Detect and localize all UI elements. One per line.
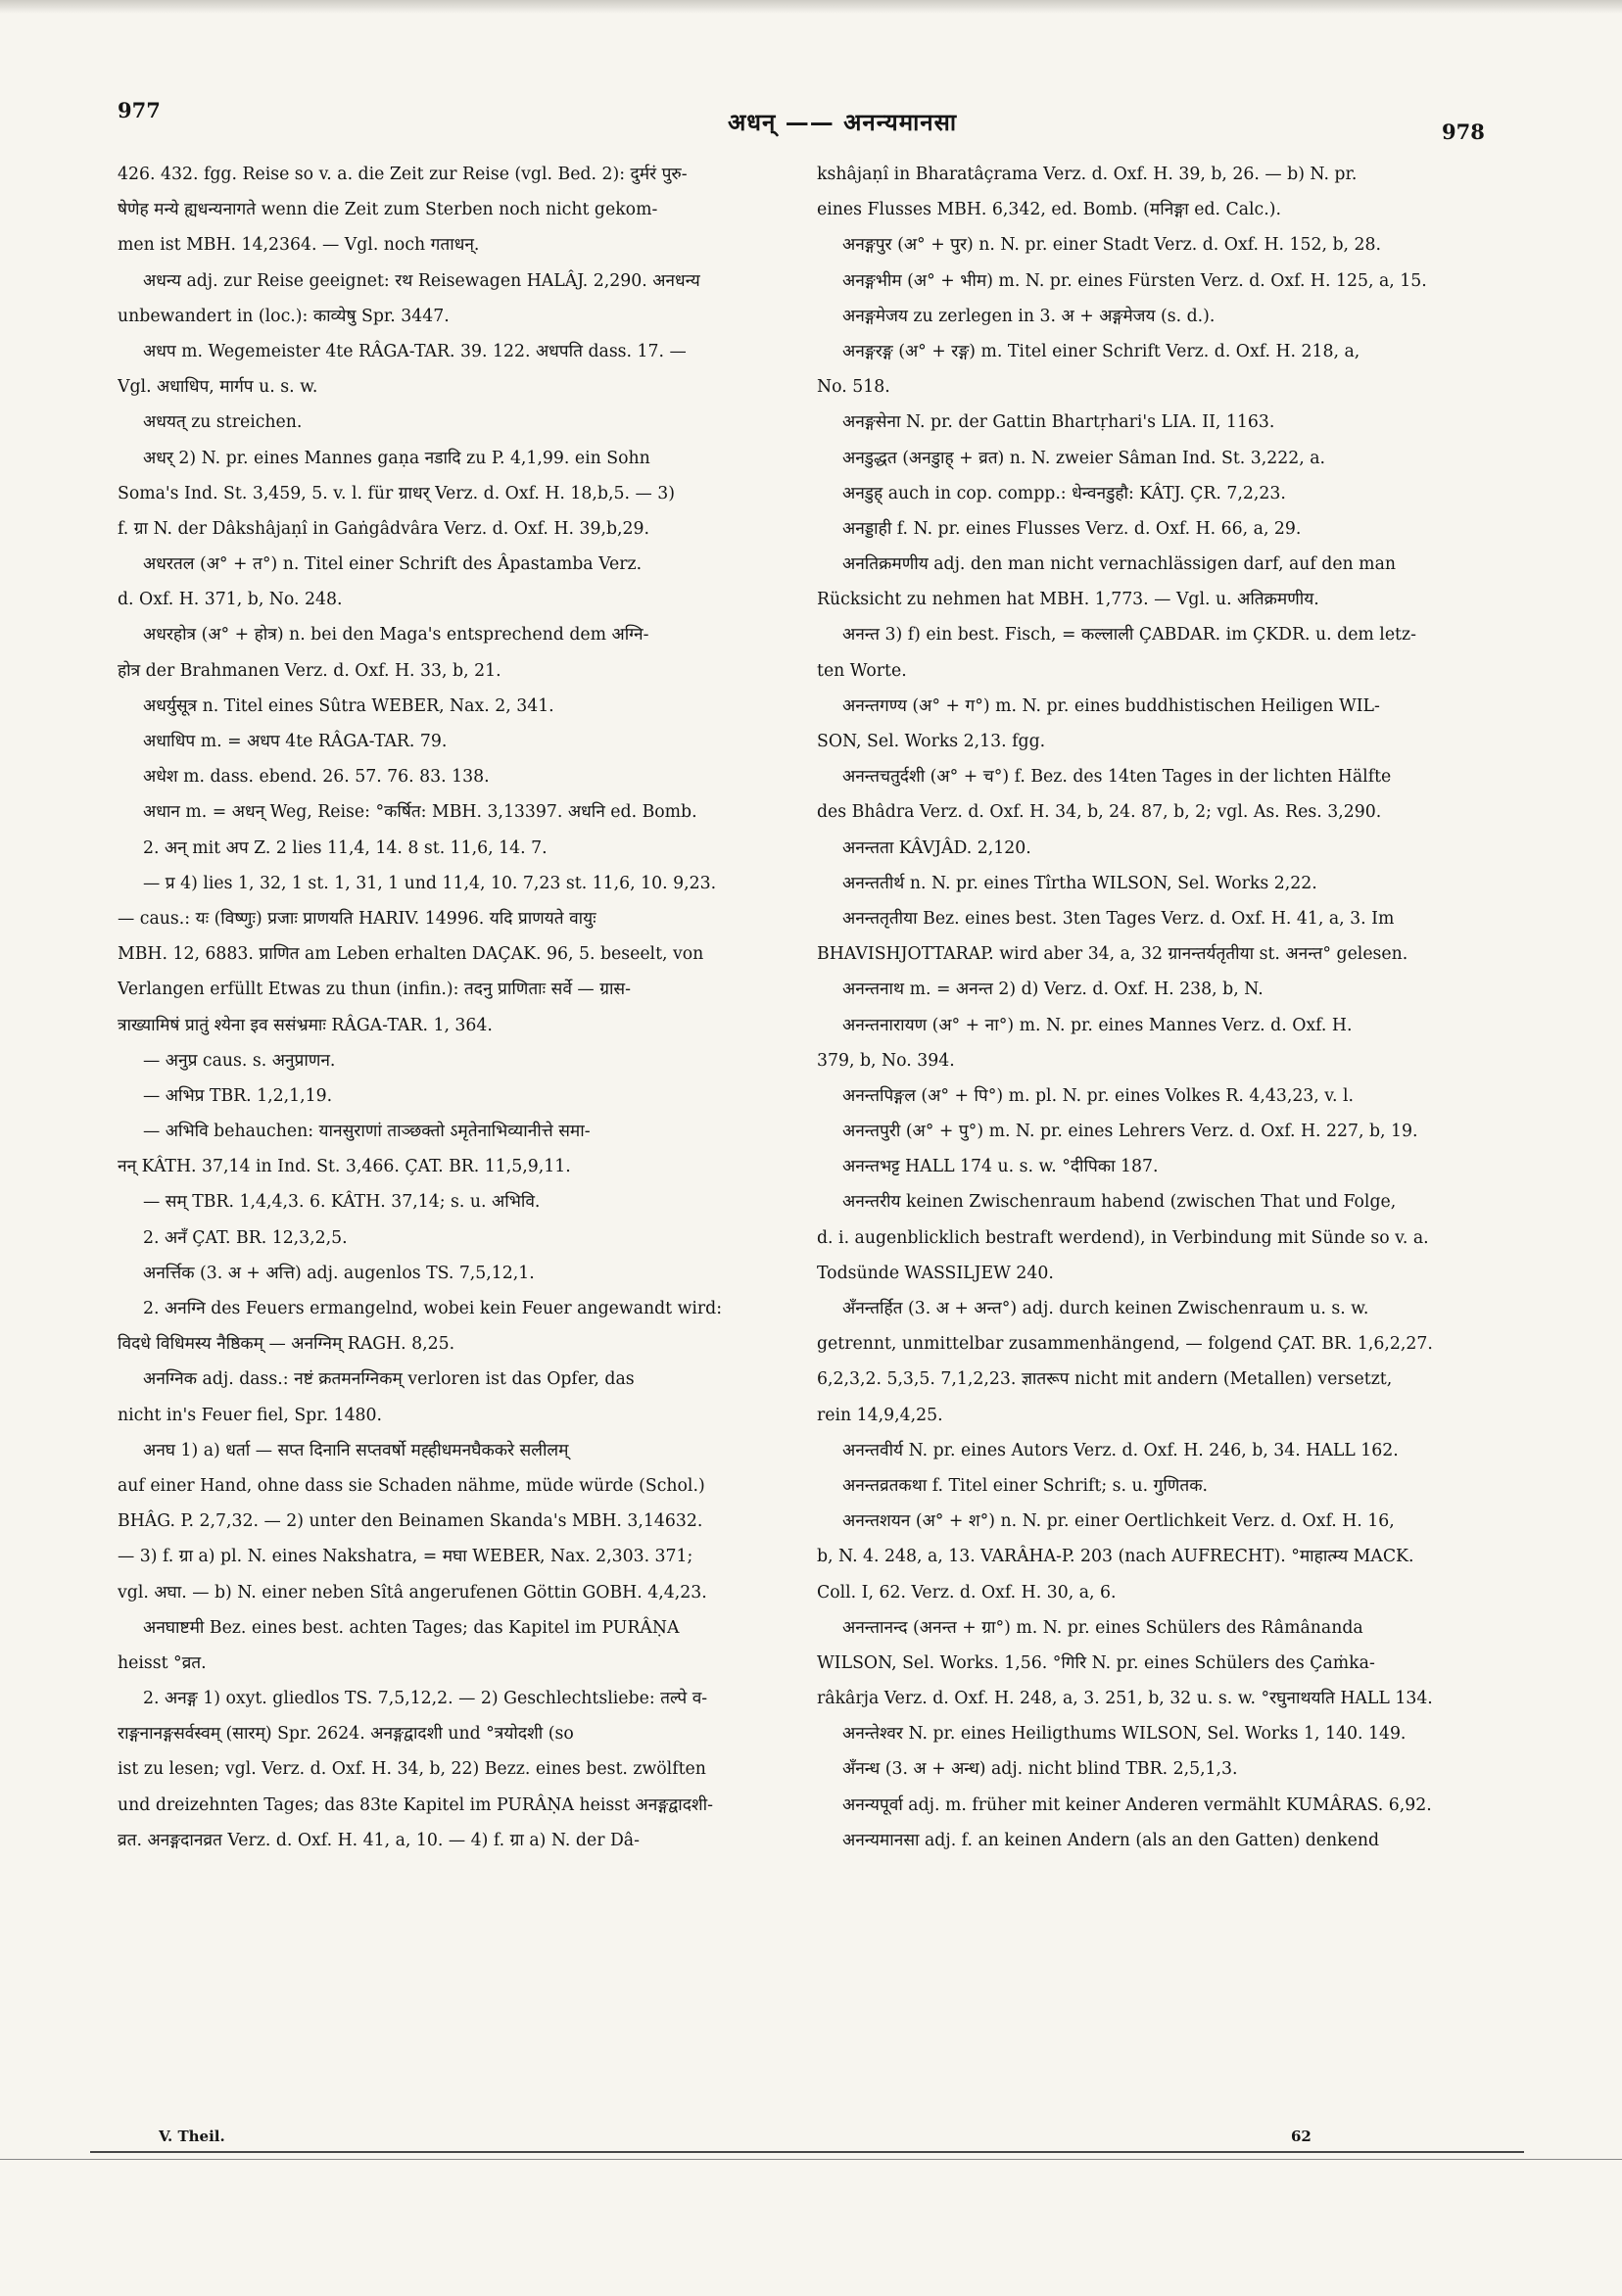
text-line: BHÂG. P. 2,7,32. — 2) unter den Beinamen Skanda's MBH. 3,14632.: [118, 1511, 703, 1532]
text-line: No. 518.: [817, 377, 890, 398]
text-line: auf einer Hand, ohne dass sie Schaden nähme, müde würde (Schol.): [118, 1475, 705, 1496]
text-line: d. i. augenblicklich bestraft werdend), in Verbindung mit Sünde so v. a.: [817, 1227, 1429, 1248]
text-line: अनन्ततीर्थ n. N. pr. eines Tîrtha WILSON, Sel. Works 2,22.: [842, 873, 1317, 893]
running-header: अधन् —— अनन्यमानसा: [727, 108, 958, 136]
text-line: rein 14,9,4,25.: [817, 1405, 943, 1425]
text-line: nicht in's Feuer fiel, Spr. 1480.: [118, 1405, 383, 1425]
text-line: 6,2,3,2. 5,3,5. 7,1,2,23. ज्ञातरूप nicht mit andern (Metallen) versetzt,: [817, 1369, 1393, 1390]
text-line: ist zu lesen; vgl. Verz. d. Oxf. H. 34, b, 22) Bezz. eines best. zwölften: [118, 1759, 706, 1780]
text-line: अधर्युसूत्र n. Titel eines Sûtra WEBER, Nax. 2, 341.: [143, 695, 554, 716]
text-line: eines Flusses MBH. 6,342, ed. Bomb. (मनिङ्गा ed. Calc.).: [817, 200, 1281, 220]
text-line: 379, b, No. 394.: [817, 1050, 955, 1071]
text-line: अधरहोत्र (अ° + होत्र) n. bei den Maga's entsprechend dem अग्नि-: [143, 625, 649, 646]
text-line: — प्र 4) lies 1, 32, 1 st. 1, 31, 1 und 11,4, 10. 7,23 st. 11,6, 10. 9,23.: [143, 873, 717, 893]
text-line: — अनुप्र caus. s. अनुप्राणन.: [143, 1050, 336, 1071]
right-page-number: 978: [1442, 120, 1485, 144]
text-line: unbewandert in (loc.): काव्येषु Spr. 3447.: [118, 306, 450, 326]
right-column: [817, 157, 1471, 1858]
text-line: अनन्तेश्वर N. pr. eines Heiligthums WILSON, Sel. Works 1, 140. 149.: [842, 1724, 1407, 1745]
text-line: men ist MBH. 14,2364. — Vgl. noch गताधन्.: [118, 235, 480, 256]
text-line: अनन्तगण्य (अ° + ग°) m. N. pr. eines buddhistischen Heiligen WIL-: [842, 695, 1380, 716]
text-line: अनतिक्रमणीय adj. den man nicht vernachlässigen darf, auf den man: [842, 554, 1396, 575]
text-line: अधर् 2) N. pr. eines Mannes gaṇa नडादि zu P. 4,1,99. ein Sohn: [143, 448, 650, 468]
text-line: SON, Sel. Works 2,13. fgg.: [817, 732, 1046, 751]
text-line: अधेश m. dass. ebend. 26. 57. 76. 83. 138.: [143, 767, 490, 788]
text-line: 426. 432. fgg. Reise so v. a. die Zeit zur Reise (vgl. Bed. 2): दुर्मरं पुरु-: [118, 165, 688, 184]
text-line: अनन्यमानसा adj. f. an keinen Andern (als an den Gatten) denkend: [842, 1830, 1380, 1850]
text-line: अधान m. = अधन् Weg, Reise: °कर्षित: MBH. 3,13397. अधनि ed. Bomb.: [143, 802, 697, 823]
text-line: Vgl. अधाधिप, मार्गप u. s. w.: [118, 377, 318, 398]
text-line: अनन्तपुरी (अ° + पु°) m. N. pr. eines Lehrers Verz. d. Oxf. H. 227, b, 19.: [842, 1122, 1418, 1142]
text-line: 2. अनङ्ग 1) oxyt. gliedlos TS. 7,5,12,2. — 2) Geschlechtsliebe: तल्पे व-: [143, 1689, 708, 1709]
text-line: अनङ्गपुर (अ° + पुर) n. N. pr. einer Stadt Verz. d. Oxf. H. 152, b, 28.: [842, 235, 1382, 256]
text-line: Soma's Ind. St. 3,459, 5. v. l. für ग्राधर् Verz. d. Oxf. H. 18,b,5. — 3): [118, 483, 675, 503]
text-line: 2. अन् mit अप Z. 2 lies 11,4, 14. 8 st. 11,6, 14. 7.: [143, 837, 548, 858]
text-line: Verlangen erfüllt Etwas zu thun (infin.): तदनु प्राणिताः सर्वे — ग्रास-: [118, 980, 631, 1000]
text-line: getrennt, unmittelbar zusammenhängend, — folgend ÇAT. BR. 1,6,2,27.: [817, 1334, 1433, 1355]
text-line: अनङ्गरङ्ग (अ° + रङ्ग) m. Titel einer Schrift Verz. d. Oxf. H. 218, a,: [842, 341, 1360, 361]
text-line: अधरतल (अ° + त°) n. Titel einer Schrift des Âpastamba Verz.: [143, 554, 643, 575]
text-line: अनग्निक adj. dass.: नष्टं क्रतमनग्निकम् verloren ist das Opfer, das: [143, 1369, 635, 1390]
text-line: अनन्तव्रतकथा f. Titel einer Schrift; s. u. गुणितक.: [842, 1475, 1208, 1496]
text-line: 2. अनँ ÇAT. BR. 12,3,2,5.: [143, 1227, 348, 1248]
text-line: अनन्तभट्ट HALL 174 u. s. w. °दीपिका 187.: [842, 1157, 1159, 1177]
volume-label: V. Theil.: [159, 2128, 225, 2145]
text-line: विदधे विधिमस्य नैष्ठिकम् — अनग्निम् RAGH. 8,25.: [118, 1334, 455, 1355]
text-line: अनन्तनाथ m. = अनन्त 2) d) Verz. d. Oxf. H. 238, b, N.: [842, 980, 1264, 1000]
text-line: अनङ्गभीम (अ° + भीम) m. N. pr. eines Fürsten Verz. d. Oxf. H. 125, a, 15.: [842, 270, 1427, 291]
text-line: des Bhâdra Verz. d. Oxf. H. 34, b, 24. 87, b, 2; vgl. As. Res. 3,290.: [817, 802, 1382, 823]
text-line: — सम् TBR. 1,4,4,3. 6. KÂTH. 37,14; s. u. अभिवि.: [143, 1192, 541, 1213]
text-line: व्रत. अनङ्गदानव्रत Verz. d. Oxf. H. 41, a, 10. — 4) f. ग्रा a) N. der Dâ-: [118, 1830, 640, 1850]
text-line: अनन्त 3) f) ein best. Fisch, = कल्लाली ÇABDAR. im ÇKDR. u. dem letz-: [842, 625, 1416, 646]
text-line: d. Oxf. H. 371, b, No. 248.: [118, 590, 343, 610]
text-line: राङ्गनानङ्गसर्वस्वम् (सारम्) Spr. 2624. अनङ्गद्वादशी und °त्रयोदशी (so: [118, 1724, 574, 1745]
text-line: अनडुह् auch in cop. compp.: धेन्वनडुहौ: KÂTJ. ÇR. 7,2,23.: [842, 483, 1286, 503]
text-line: अनड्डाही f. N. pr. eines Flusses Verz. d. Oxf. H. 66, a, 29.: [842, 518, 1302, 539]
text-line: kshâjaṇî in Bharatâçrama Verz. d. Oxf. H. 39, b, 26. — b) N. pr.: [817, 165, 1358, 184]
text-line: अनङ्गसेना N. pr. der Gattin Bhartṛhari's LIA. II, 1163.: [842, 412, 1275, 433]
text-line: b, N. 4. 248, a, 13. VARÂHA-P. 203 (nach AUFRECHT). °माहात्म्य MACK.: [817, 1547, 1414, 1567]
text-line: Todsünde WASSILJEW 240.: [817, 1263, 1054, 1283]
text-line: WILSON, Sel. Works. 1,56. °गिरि N. pr. eines Schülers des Çaṁka-: [817, 1652, 1375, 1673]
text-line: heisst °व्रत.: [118, 1652, 207, 1673]
text-line: — caus.: यः (विष्णुः) प्रजाः प्राणयति HARIV. 14996. यदि प्राणयते वायुः: [118, 908, 596, 929]
text-line: अनडुद्धत (अनडुाह् + व्रत) n. N. zweier Sâman Ind. St. 3,222, a.: [842, 448, 1326, 468]
text-line: râkârja Verz. d. Oxf. H. 248, a, 3. 251, b, 32 u. s. w. °रघुनाथयति HALL 134.: [817, 1689, 1433, 1709]
text-line: ten Worte.: [817, 660, 907, 681]
text-line: अनन्तवीर्य N. pr. eines Autors Verz. d. Oxf. H. 246, b, 34. HALL 162.: [842, 1440, 1399, 1460]
text-line: अनङ्गमेजय zu zerlegen in 3. अ + अङ्गमेजय (s. d.).: [842, 306, 1216, 326]
text-line: अनन्तपिङ्गल (अ° + पि°) m. pl. N. pr. eines Volkes R. 4,43,23, v. l.: [842, 1085, 1355, 1106]
text-line: अनन्तानन्द (अनन्त + ग्रा°) m. N. pr. eines Schülers des Râmânanda: [842, 1617, 1363, 1638]
left-column: [118, 157, 787, 1858]
text-line: अधन्य adj. zur Reise geeignet: रथ Reisewagen HALÂJ. 2,290. अनधन्य: [143, 270, 700, 291]
text-line: und dreizehnten Tages; das 83te Kapitel im PURÂṆA heisst अनङ्गद्वादशी-: [118, 1794, 713, 1815]
text-line: MBH. 12, 6883. प्राणित am Leben erhalten DAÇAK. 96, 5. beseelt, von: [118, 944, 704, 965]
text-line: षेणेह मन्ये ह्यधन्यनागते wenn die Zeit zum Sterben noch nicht gekom-: [118, 200, 658, 220]
text-line: अनन्तशयन (अ° + श°) n. N. pr. einer Oertlichkeit Verz. d. Oxf. H. 16,: [842, 1511, 1395, 1532]
text-line: अधयत् zu streichen.: [143, 412, 303, 433]
text-line: BHAVISHJOTTARAP. wird aber 34, a, 32 ग्रानन्तर्यतृतीया st. अनन्त° gelesen.: [817, 944, 1408, 965]
text-line: f. ग्रा N. der Dâkshâjaṇî in Gaṅgâdvâra Verz. d. Oxf. H. 39,b,29.: [118, 518, 649, 539]
scan-edge: [0, 0, 1622, 14]
text-line: अनन्तरीय keinen Zwischenraum habend (zwischen That und Folge,: [842, 1192, 1397, 1213]
text-line: 2. अनग्नि des Feuers ermangelnd, wobei kein Feuer angewandt wird:: [143, 1299, 723, 1318]
text-line: Coll. I, 62. Verz. d. Oxf. H. 30, a, 6.: [817, 1582, 1117, 1602]
text-line: अँनन्तर्हित (3. अ + अन्त°) adj. durch keinen Zwischenraum u. s. w.: [842, 1299, 1369, 1318]
text-line: अँनन्ध (3. अ + अन्ध) adj. nicht blind TBR. 2,5,1,3.: [842, 1759, 1238, 1780]
text-line: अनघ 1) a) धर्ता — सप्त दिनानि सप्तवर्षो मह्हीधमनघैककरे सलीलम्: [143, 1440, 569, 1460]
text-line: अनन्ततृतीया Bez. eines best. 3ten Tages Verz. d. Oxf. H. 41, a, 3. Im: [842, 908, 1395, 929]
text-line: अनन्तनारायण (अ° + ना°) m. N. pr. eines Mannes Verz. d. Oxf. H.: [842, 1015, 1353, 1035]
text-line: अनन्तचतुर्दशी (अ° + च°) f. Bez. des 14ten Tages in der lichten Hälfte: [842, 767, 1392, 788]
text-line: अनर्त्तिक (3. अ + अत्ति) adj. augenlos TS. 7,5,12,1.: [143, 1263, 535, 1283]
text-line: — 3) f. ग्रा a) pl. N. eines Nakshatra, = मघा WEBER, Nax. 2,303. 371;: [118, 1547, 693, 1567]
text-line: अधप m. Wegemeister 4te RÂGA-TAR. 39. 122. अधपति dass. 17. —: [143, 341, 687, 361]
signature-mark: 62: [1291, 2128, 1312, 2145]
text-line: अनन्तता KÂVJÂD. 2,120.: [842, 837, 1031, 858]
text-line: त्राख्यामिषं प्रातुं श्येना इव ससंभ्रमाः RÂGA-TAR. 1, 364.: [118, 1015, 493, 1035]
text-line: — अभिवि behauchen: यानसुराणां ताञ्छक्तो ऽमृतेनाभिव्यानीत्ते समा-: [143, 1122, 591, 1142]
text-line: अधाधिप m. = अधप 4te RÂGA-TAR. 79.: [143, 732, 448, 751]
text-line: — अभिप्र TBR. 1,2,1,19.: [143, 1085, 333, 1106]
left-page-number: 977: [118, 98, 161, 122]
text-line: होत्र der Brahmanen Verz. d. Oxf. H. 33, b, 21.: [118, 660, 501, 681]
text-line: अनन्यपूर्वा adj. m. früher mit keiner Anderen vermählt KUMÂRAS. 6,92.: [842, 1794, 1432, 1815]
text-line: Rücksicht zu nehmen hat MBH. 1,773. — Vgl. u. अतिक्रमणीय.: [817, 590, 1319, 610]
bottom-rule-thin: [0, 2159, 1622, 2160]
text-line: अनघाष्टमी Bez. eines best. achten Tages; das Kapitel im PURÂṆA: [143, 1617, 680, 1638]
bottom-rule: [90, 2151, 1524, 2153]
text-line: नन् KÂTH. 37,14 in Ind. St. 3,466. ÇAT. BR. 11,5,9,11.: [118, 1157, 571, 1177]
text-line: vgl. अघा. — b) N. einer neben Sîtâ angerufenen Göttin GOBH. 4,4,23.: [118, 1582, 707, 1602]
